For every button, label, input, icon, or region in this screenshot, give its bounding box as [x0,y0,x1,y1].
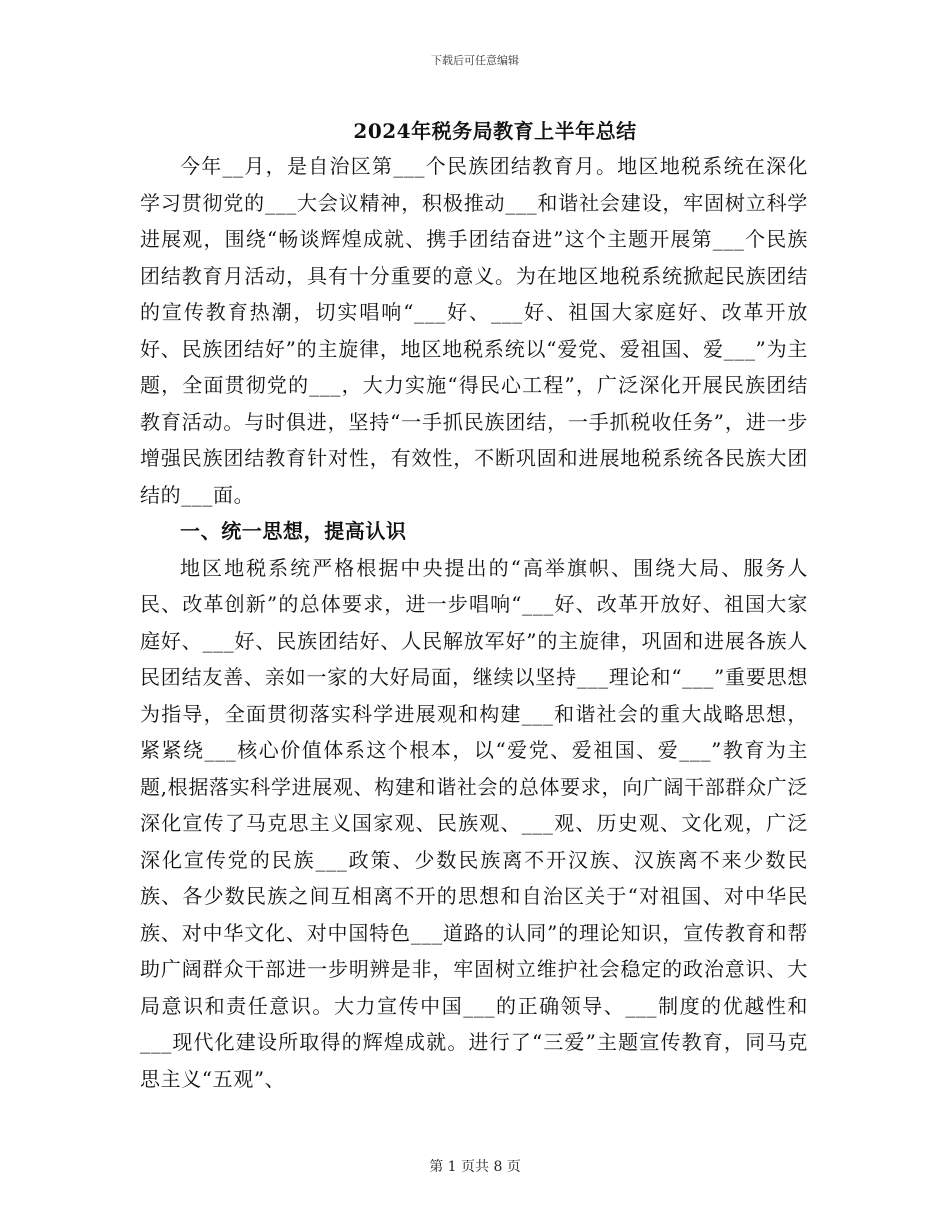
intro-paragraph: 今年__月，是自治区第___个民族团结教育月。地区地税系统在深化学习贯彻党的___大会议精神，积极推动___和谐社会建设，牢固树立科学进展观，围绕“畅谈辉煌成就、携手团结奋进”这个主题开展第___个民族团结教育月活动，具有十分重要的意义。为在地区地税系统掀起民族团结的宣传教育热潮，切实唱响“___好、___好、祖国大家庭好、改革开放好、民族团结好”的主旋律，地区地税系统以“爱党、爱祖国、爱___”为主题，全面贯彻党的___，大力实施“得民心工程”，广泛深化开展民族团结教育活动。与时俱进，坚持“一手抓民族团结，一手抓税收任务”，进一步增强民族团结教育针对性，有效性，不断巩固和进展地税系统各民族大团结的___面。 [140,154,808,507]
document-body [140,148,808,1097]
section-1-heading: 一、统一思想，提高认识 [180,519,407,543]
page-header-note: 下载后可任意编辑 [431,54,519,67]
page-number-footer: 第 1 页共 8 页 [429,1159,521,1175]
document-title: 2024年税务局教育上半年总结 [353,119,637,143]
section-1-paragraph: 地区地税系统严格根据中央提出的“高举旗帜、围绕大局、服务人民、改革创新”的总体要求，进一步唱响“___好、改革开放好、祖国大家庭好、___好、民族团结好、人民解放军好”的主旋律，巩固和进展各族人民团结友善、亲如一家的大好局面，继续以坚持___理论和“___”重要思想为指导，全面贯彻落实科学进展观和构建___和谐社会的重大战略思想，紧紧绕___核心价值体系这个根本，以“爱党、爱祖国、爱___”教育为主题,根据落实科学进展观、构建和谐社会的总体要求，向广阔干部群众广泛深化宣传了马克思主义国家观、民族观、___观、历史观、文化观，广泛深化宣传党的民族___政策、少数民族离不开汉族、汉族离不来少数民族、各少数民族之间互相离不开的思想和自治区关于“对祖国、对中华民族、对中华文化、对中国特色___道路的认同”的理论知识，宣传教育和帮助广阔群众干部进一步明辨是非，牢固树立维护社会稳定的政治意识、大局意识和责任意识。大力宣传中国___的正确领导、___制度的优越性和___现代化建设所取得的辉煌成就。进行了“三爱”主题宣传教育，同马克思主义“五观”、 [140,555,808,1091]
